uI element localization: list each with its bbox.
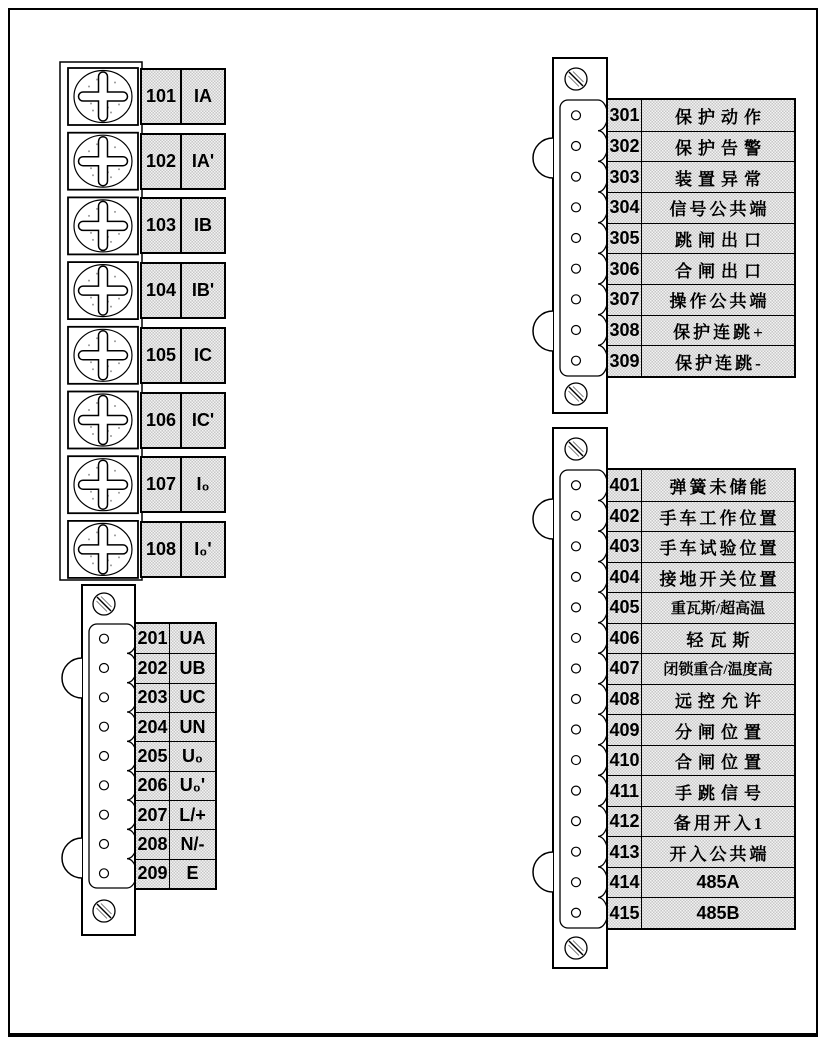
pin-hole (100, 840, 109, 849)
terminal-label: IA' (191, 150, 215, 171)
mounting-bump (62, 658, 82, 698)
terminal-row (140, 133, 226, 190)
terminal-number: 101 (142, 70, 182, 123)
terminal-number: 207 (136, 801, 170, 829)
terminal-number: 103 (142, 199, 182, 252)
terminal-number: 413 (608, 837, 642, 867)
pin-hole (100, 722, 109, 731)
terminal-number: 406 (608, 624, 642, 654)
terminal-number: 202 (136, 654, 170, 682)
pin-hole (572, 295, 581, 304)
terminal-row (608, 345, 794, 376)
terminal-number: 203 (136, 684, 170, 712)
terminal-label: 轻瓦斯 (686, 630, 756, 650)
phillips-screw-icon (68, 262, 138, 319)
terminal-label: 485B (696, 902, 740, 923)
slotted-screw-icon (565, 68, 587, 90)
voltage-block-connector-strip (62, 585, 137, 935)
terminal-number: 411 (608, 776, 642, 806)
terminal-row (608, 867, 794, 898)
terminal-row (608, 684, 794, 715)
terminal-row (608, 131, 794, 162)
terminal-label: IA (194, 86, 212, 106)
pin-hole (572, 786, 581, 795)
input-block-connector-strip (533, 428, 608, 968)
terminal-row (136, 653, 215, 682)
terminal-row (140, 327, 226, 384)
terminal-label: 手跳信号 (675, 783, 767, 803)
terminal-number: 401 (608, 470, 642, 501)
mounting-bump (533, 499, 553, 539)
pin-hole (572, 326, 581, 335)
pin-hole (572, 264, 581, 273)
terminal-number: 305 (608, 224, 642, 254)
terminal-number: 308 (608, 316, 642, 346)
pin-hole (572, 908, 581, 917)
pin-hole (572, 695, 581, 704)
terminal-row (608, 192, 794, 223)
terminal-label: 485A (696, 872, 740, 893)
terminal-label: 重瓦斯/超高温 (670, 601, 766, 618)
terminal-row (608, 775, 794, 806)
phillips-screw-icon (68, 392, 138, 449)
mounting-bump (62, 838, 82, 878)
mounting-bump (533, 311, 553, 351)
terminal-number: 205 (136, 742, 170, 770)
slotted-screw-icon (565, 383, 587, 405)
terminal-row (136, 624, 215, 653)
terminal-number: 106 (142, 394, 182, 447)
ct-terminal-block (60, 62, 142, 580)
terminal-label: 保护连跳+ (673, 322, 766, 342)
terminal-label: E (186, 863, 199, 884)
slotted-screw-icon (565, 937, 587, 959)
terminal-row (608, 745, 794, 776)
terminal-label: U₀' (179, 775, 206, 796)
terminal-number: 304 (608, 193, 642, 223)
pin-hole (572, 234, 581, 243)
terminal-row (608, 897, 794, 928)
terminal-number: 409 (608, 715, 642, 745)
pin-hole (572, 142, 581, 151)
terminal-number: 407 (608, 654, 642, 684)
pin-hole (100, 634, 109, 643)
pin-hole (572, 481, 581, 490)
terminal-label: 保护连跳- (675, 353, 764, 373)
terminal-number: 301 (608, 100, 642, 131)
terminal-number: 208 (136, 830, 170, 858)
pin-hole (572, 203, 581, 212)
terminal-label: 开入公共端 (669, 844, 770, 864)
pin-hole (572, 511, 581, 520)
terminal-row (140, 456, 226, 513)
terminal-number: 405 (608, 593, 642, 623)
terminal-number: 412 (608, 807, 642, 837)
terminal-label: 弹簧未储能 (669, 477, 770, 497)
terminal-row (608, 592, 794, 623)
terminal-label: UA (179, 628, 206, 649)
pin-hole (100, 781, 109, 790)
pin-hole (572, 172, 581, 181)
terminal-label: 信号公共端 (669, 200, 770, 220)
pin-hole (100, 693, 109, 702)
terminal-row (608, 836, 794, 867)
phillips-screw-icon (68, 456, 138, 513)
phillips-screw-icon (68, 521, 138, 578)
terminal-label: U₀ (181, 745, 204, 766)
terminal-label: 装置异常 (675, 169, 767, 189)
terminal-number: 307 (608, 285, 642, 315)
terminal-label: 手车试验位置 (659, 539, 780, 559)
phillips-screw-icon (68, 68, 138, 125)
terminal-label: I₀' (194, 538, 212, 559)
terminal-number: 306 (608, 254, 642, 284)
terminal-label: IC' (191, 409, 215, 430)
terminal-label: 备用开入1 (673, 814, 766, 834)
terminal-number: 107 (142, 458, 182, 511)
mounting-bump (533, 138, 553, 178)
terminal-label: L/+ (179, 804, 206, 825)
terminal-row (136, 829, 215, 858)
terminal-number: 201 (136, 624, 170, 653)
terminal-row (608, 714, 794, 745)
pin-hole (572, 542, 581, 551)
phillips-screw-icon (68, 327, 138, 384)
terminal-row (140, 392, 226, 449)
output-block-table (606, 98, 796, 378)
terminal-label: 跳闸出口 (675, 230, 767, 250)
pin-hole (100, 664, 109, 673)
terminal-number: 105 (142, 329, 182, 382)
pin-hole (100, 752, 109, 761)
terminal-label: IB' (191, 280, 215, 301)
terminal-row (608, 100, 794, 131)
pin-hole (572, 725, 581, 734)
slotted-screw-icon (93, 593, 115, 615)
mounting-bump (533, 852, 553, 892)
output-block-connector-strip (533, 58, 608, 413)
terminal-row (140, 197, 226, 254)
pin-hole (572, 633, 581, 642)
terminal-label: I₀ (196, 474, 210, 495)
terminal-label: UN (179, 716, 206, 737)
terminal-label: 合闸出口 (675, 261, 767, 281)
pin-hole (100, 810, 109, 819)
terminal-number: 410 (608, 746, 642, 776)
terminal-number: 108 (142, 523, 182, 576)
phillips-screw-icon (68, 197, 138, 254)
terminal-label: 操作公共端 (669, 292, 770, 312)
terminal-label: 远控允许 (675, 691, 767, 711)
pin-hole (572, 572, 581, 581)
terminal-label: N/- (180, 833, 205, 854)
terminal-row (608, 161, 794, 192)
terminal-row (136, 741, 215, 770)
terminal-row (608, 562, 794, 593)
terminal-label: 合闸位置 (675, 753, 767, 773)
terminal-row (136, 859, 215, 888)
pin-hole (572, 847, 581, 856)
terminal-row (136, 800, 215, 829)
terminal-row (608, 806, 794, 837)
terminal-number: 309 (608, 346, 642, 376)
terminal-number: 414 (608, 868, 642, 898)
slotted-screw-icon (565, 438, 587, 460)
terminal-number: 402 (608, 502, 642, 532)
terminal-label: 分闸位置 (675, 722, 767, 742)
terminal-row (136, 712, 215, 741)
terminal-label: UB (179, 657, 206, 678)
terminal-row (608, 470, 794, 501)
terminal-row (140, 68, 226, 125)
terminal-label: IC (194, 344, 212, 365)
terminal-number: 303 (608, 162, 642, 192)
terminal-number: 403 (608, 532, 642, 562)
terminal-label: 保护告警 (675, 138, 767, 158)
terminal-label: 保护动作 (675, 107, 767, 127)
terminal-row (608, 623, 794, 654)
terminal-label: IB (194, 215, 212, 236)
terminal-label: 手车工作位置 (659, 508, 780, 528)
terminal-row (608, 501, 794, 532)
pin-hole (572, 756, 581, 765)
terminal-row (136, 771, 215, 800)
terminal-row (608, 531, 794, 562)
terminal-row (140, 262, 226, 319)
voltage-block-table (134, 622, 217, 890)
terminal-number: 204 (136, 713, 170, 741)
terminal-row (140, 521, 226, 578)
pin-hole (572, 817, 581, 826)
terminal-row (608, 253, 794, 284)
slotted-screw-icon (93, 900, 115, 922)
terminal-label: UC (179, 687, 206, 708)
terminal-number: 209 (136, 860, 170, 888)
pin-hole (572, 356, 581, 365)
phillips-screw-icon (68, 133, 138, 190)
pin-hole (572, 111, 581, 120)
terminal-number: 408 (608, 685, 642, 715)
terminal-number: 302 (608, 132, 642, 162)
pin-hole (572, 664, 581, 673)
terminal-number: 404 (608, 563, 642, 593)
input-block-table (606, 468, 796, 930)
terminal-row (608, 315, 794, 346)
pin-hole (572, 603, 581, 612)
terminal-number: 206 (136, 772, 170, 800)
terminal-row (608, 223, 794, 254)
terminal-number: 102 (142, 135, 182, 188)
terminal-label: 闭锁重合/温度高 (663, 662, 773, 679)
pin-hole (100, 869, 109, 878)
terminal-row (136, 683, 215, 712)
terminal-row (608, 653, 794, 684)
terminal-number: 104 (142, 264, 182, 317)
terminal-row (608, 284, 794, 315)
pin-hole (572, 878, 581, 887)
terminal-number: 415 (608, 898, 642, 928)
terminal-label: 接地开关位置 (659, 569, 780, 589)
